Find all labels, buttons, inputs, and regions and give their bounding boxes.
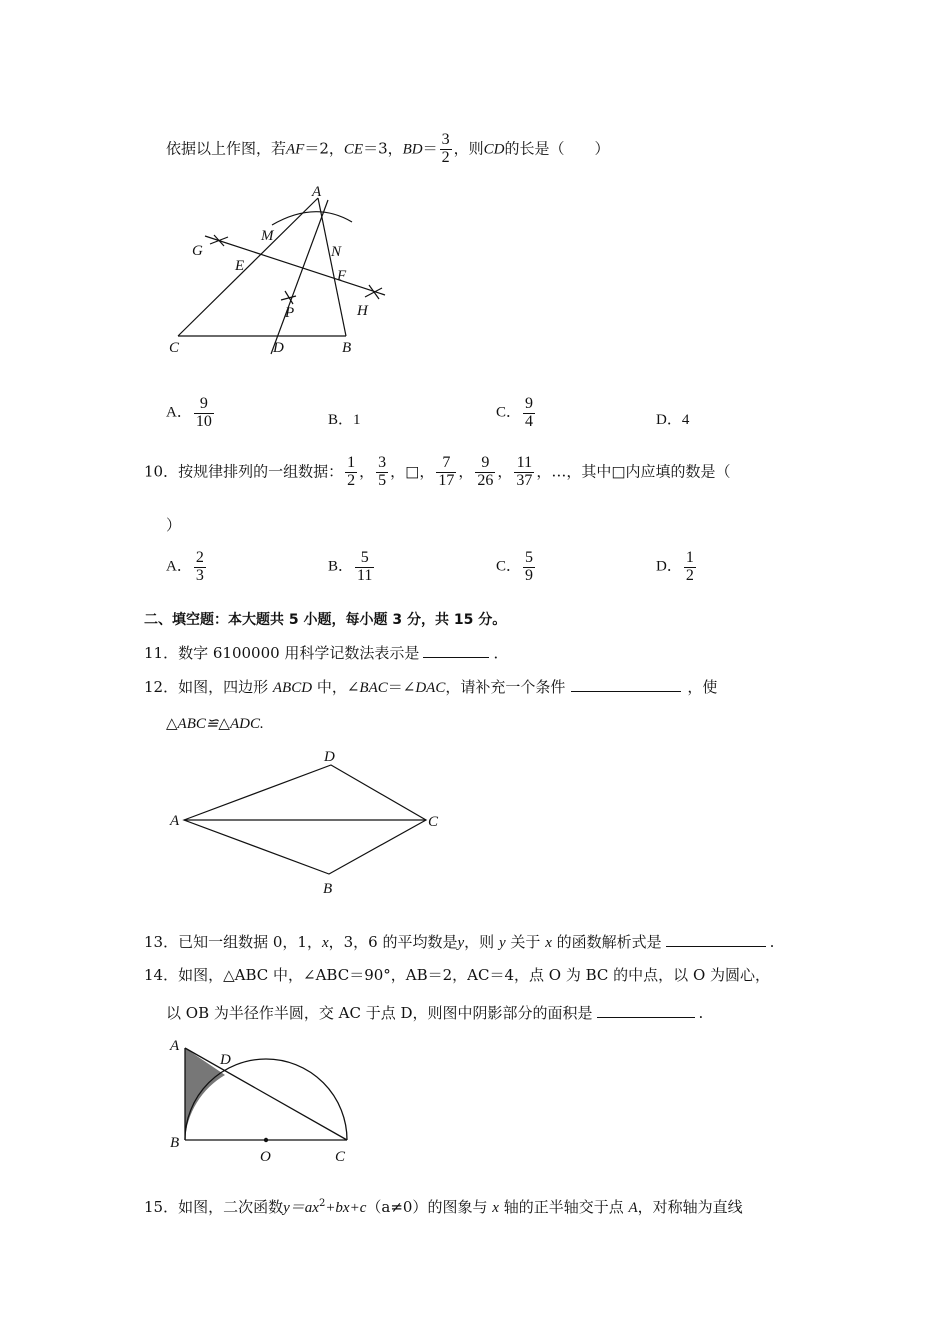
q10-option-c-fraction: [523, 550, 535, 585]
q9-option-c-num: 9: [525, 395, 534, 412]
q15-a: 如图，二次函数: [178, 1198, 284, 1216]
q10-seq-6: [514, 455, 534, 490]
q10-option-d-num: 1: [685, 549, 694, 566]
q9-label-p: P: [285, 305, 295, 321]
q10-seq-5: [475, 455, 495, 490]
q10-seq-5-den: 26: [477, 471, 494, 489]
q10-option-b-num: 5: [360, 549, 369, 566]
q10-sep: ，: [458, 462, 474, 481]
q14-answer-blank[interactable]: [597, 1003, 695, 1018]
q10-option-d-letter: D．: [656, 558, 682, 575]
q13: [144, 931, 774, 952]
q9-ce: CE: [343, 141, 364, 158]
q10-seq-6-den: 37: [516, 471, 533, 489]
q10-close: ）: [166, 516, 182, 534]
q10-stem: [144, 455, 731, 490]
q14-label-d: D: [220, 1052, 231, 1068]
q9-label-a: A: [312, 184, 322, 200]
q11-end: ．: [493, 644, 509, 662]
q15-sup: 2: [318, 1198, 326, 1209]
q10-sep: ，: [359, 462, 375, 481]
q10-option-b-letter: B．: [328, 558, 354, 575]
q12-dac: DAC: [415, 680, 446, 696]
q14-side-ac: [185, 1048, 347, 1140]
q9-option-b-text: 1: [353, 412, 361, 428]
q9-bd-num: 3: [441, 131, 450, 148]
q10-option-b-fraction: [355, 550, 374, 585]
q10-option-d[interactable]: [656, 550, 698, 585]
q13-c: ，则: [464, 933, 495, 951]
q13-b: ，3，6 的平均数是: [328, 933, 458, 951]
section-2-title: 二、填空题：本大题共 5 小题，每小题 3 分，共 15 分。: [144, 612, 507, 628]
q15: [144, 1196, 743, 1217]
q14-line1: 如图，△ABC 中，∠ABC＝90°，AB＝2，AC＝4，点 O 为 BC 的中点，以 O 为圆心，: [178, 966, 771, 984]
q10-seq-2-den: 5: [378, 471, 387, 489]
q10-seq-1-num: 1: [347, 454, 356, 471]
q12-label-d: D: [324, 749, 335, 765]
q9-option-a[interactable]: [166, 396, 216, 431]
q9-figure: [160, 180, 400, 370]
q9-line-ca: [178, 198, 318, 336]
q12-line1-a: 如图，四边形: [178, 678, 269, 696]
q13-y2: y: [498, 935, 506, 951]
q13-end: .: [769, 933, 775, 951]
q9-option-c-fraction: [523, 396, 535, 431]
q9-line-ad: [271, 200, 328, 354]
q9-option-d-letter: D．: [656, 412, 682, 428]
q9-option-c-den: 4: [525, 412, 534, 430]
q13-answer-blank[interactable]: [666, 932, 766, 947]
q15-x: x: [492, 1200, 499, 1216]
q14-line2: 以 OB 为半径作半圆，交 AC 于点 D，则图中阴影部分的面积是: [166, 1004, 593, 1022]
q10-option-c[interactable]: [496, 550, 537, 585]
q10-option-d-den: 2: [685, 566, 694, 584]
q11-text: 数字 6100000 用科学记数法表示是: [178, 644, 420, 662]
q13-x2: x: [545, 935, 552, 951]
q9-af-val: ＝2，: [304, 139, 344, 158]
q15-func2: +bx+c: [325, 1200, 367, 1216]
q15-d: ，对称轴为直线: [637, 1198, 743, 1216]
q9-line-ab: [318, 198, 346, 336]
q9-option-a-num: 9: [199, 395, 208, 412]
q9-option-d[interactable]: [656, 408, 689, 429]
q14-label-c: C: [335, 1149, 346, 1165]
q12-eq: ＝∠: [387, 678, 416, 696]
q9-bd-eq: ＝: [422, 139, 438, 158]
q10-sep: ，: [390, 462, 406, 481]
q9-option-a-fraction: [194, 396, 214, 431]
q14-line-2: [166, 1002, 703, 1023]
q10-seq-4-den: 17: [438, 471, 455, 489]
q13-e: 的函数解析式是: [556, 933, 662, 951]
q9-label-c: C: [169, 340, 180, 356]
q14-figure: [160, 1030, 370, 1170]
q9-bd-den: 2: [441, 148, 450, 166]
q10-seq-4-num: 7: [442, 454, 451, 471]
q9-line-gh: [205, 236, 385, 295]
q9-af: AF: [286, 141, 305, 158]
q9-bd: BD: [402, 141, 423, 158]
q12-line1-c: ，请补充一个条件: [445, 678, 566, 696]
q10-option-d-fraction: [684, 550, 696, 585]
q9-stem: [166, 132, 610, 167]
q10-option-c-letter: C．: [496, 558, 522, 575]
q12-line-2: △ABC≌△ADC.: [166, 716, 264, 732]
q9-option-c[interactable]: [496, 396, 537, 431]
q10-number: 10．: [144, 462, 179, 481]
q12-figure: [160, 742, 460, 902]
q12-bac: BAC: [359, 680, 388, 696]
q15-number: 15．: [144, 1198, 179, 1216]
q10-seq-1-den: 2: [347, 471, 356, 489]
q10-seq-5-num: 9: [481, 454, 490, 471]
q10-option-a[interactable]: [166, 550, 208, 585]
q9-label-g: G: [192, 243, 203, 259]
q10-option-a-den: 3: [195, 566, 204, 584]
q10-option-a-fraction: [194, 550, 206, 585]
q10-stem-post: ，…，其中□内应填的数是（: [536, 462, 731, 481]
q9-option-c-letter: C．: [496, 404, 522, 421]
q12-line1-b: 中，∠: [316, 678, 360, 696]
q14-label-b: B: [170, 1135, 180, 1151]
q9-arc-mn: [272, 212, 352, 225]
q15-func: y＝ax: [283, 1200, 319, 1216]
q10-sep: ，: [497, 462, 513, 481]
q9-stem-post: 的长是（ ）: [504, 139, 610, 158]
q14-number: 14．: [144, 966, 179, 984]
q11-number: 11．: [144, 644, 179, 662]
q9-label-b: B: [342, 340, 352, 356]
q14-line-1: [144, 964, 770, 985]
q11: [144, 642, 508, 663]
q12-abcd: ABCD: [272, 680, 313, 696]
q14-end: .: [698, 1004, 704, 1022]
q13-y1: y: [457, 935, 465, 951]
q9-option-b[interactable]: [328, 408, 361, 429]
q10-seq-6-num: 11: [516, 454, 533, 471]
q10-sep: ，: [419, 462, 435, 481]
q12-line1-d: ，使: [687, 678, 718, 696]
q12-label-b: B: [323, 881, 333, 897]
q10-seq-2-num: 3: [378, 454, 387, 471]
q15-pa: A: [628, 1200, 638, 1216]
q9-mark-g2: [214, 235, 224, 246]
q9-ce-val: ＝3，: [363, 139, 403, 158]
q14-shaded-region: [185, 1048, 225, 1140]
q14-label-a: A: [170, 1038, 180, 1054]
q9-bd-fraction: [440, 132, 452, 167]
q9-cd: CD: [483, 141, 505, 158]
q14-label-o: O: [260, 1149, 271, 1165]
q9-label-n: N: [331, 244, 342, 260]
q10-seq-box: □: [405, 462, 420, 481]
q10-option-b[interactable]: [328, 550, 376, 585]
q9-label-m: M: [261, 228, 274, 244]
q9-option-a-letter: A．: [166, 404, 192, 421]
q9-option-d-text: 4: [681, 412, 690, 428]
q9-stem-mid: ，则: [453, 139, 484, 158]
q13-number: 13．: [144, 933, 179, 951]
q10-option-a-num: 2: [195, 549, 204, 566]
q15-cond: （a≠0）: [366, 1198, 428, 1216]
q12-label-a: A: [170, 813, 180, 829]
q9-option-b-letter: B．: [328, 412, 354, 428]
q15-b: 的图象与: [427, 1198, 488, 1216]
q10-option-c-den: 9: [525, 566, 534, 584]
q11-answer-blank[interactable]: [423, 643, 489, 658]
q10-seq-1: [345, 455, 357, 490]
q10-option-b-den: 11: [357, 566, 373, 584]
q15-c: 轴的正半轴交于点: [503, 1198, 624, 1216]
q13-a: 已知一组数据 0，1，: [178, 933, 322, 951]
q9-label-d: D: [273, 340, 284, 356]
q10-option-c-num: 5: [525, 549, 534, 566]
q9-option-a-den: 10: [195, 412, 212, 430]
q12-answer-blank[interactable]: [571, 677, 681, 692]
q9-label-h: H: [357, 303, 368, 319]
q9-stem-pre: 依据以上作图，若: [166, 139, 287, 158]
q14-point-o: [264, 1138, 268, 1142]
q13-d: 关于: [510, 933, 541, 951]
q9-label-e: E: [235, 258, 245, 274]
q12-line-1: [144, 676, 717, 697]
q10-seq-4: [436, 455, 456, 490]
q10-stem-pre: 按规律排列的一组数据：: [178, 462, 344, 481]
q10-option-a-letter: A．: [166, 558, 192, 575]
q12-number: 12．: [144, 678, 179, 696]
q13-x1: x: [321, 935, 329, 951]
q12-label-c: C: [428, 814, 439, 830]
q10-seq-2: [376, 455, 388, 490]
q9-label-f: F: [337, 268, 347, 284]
